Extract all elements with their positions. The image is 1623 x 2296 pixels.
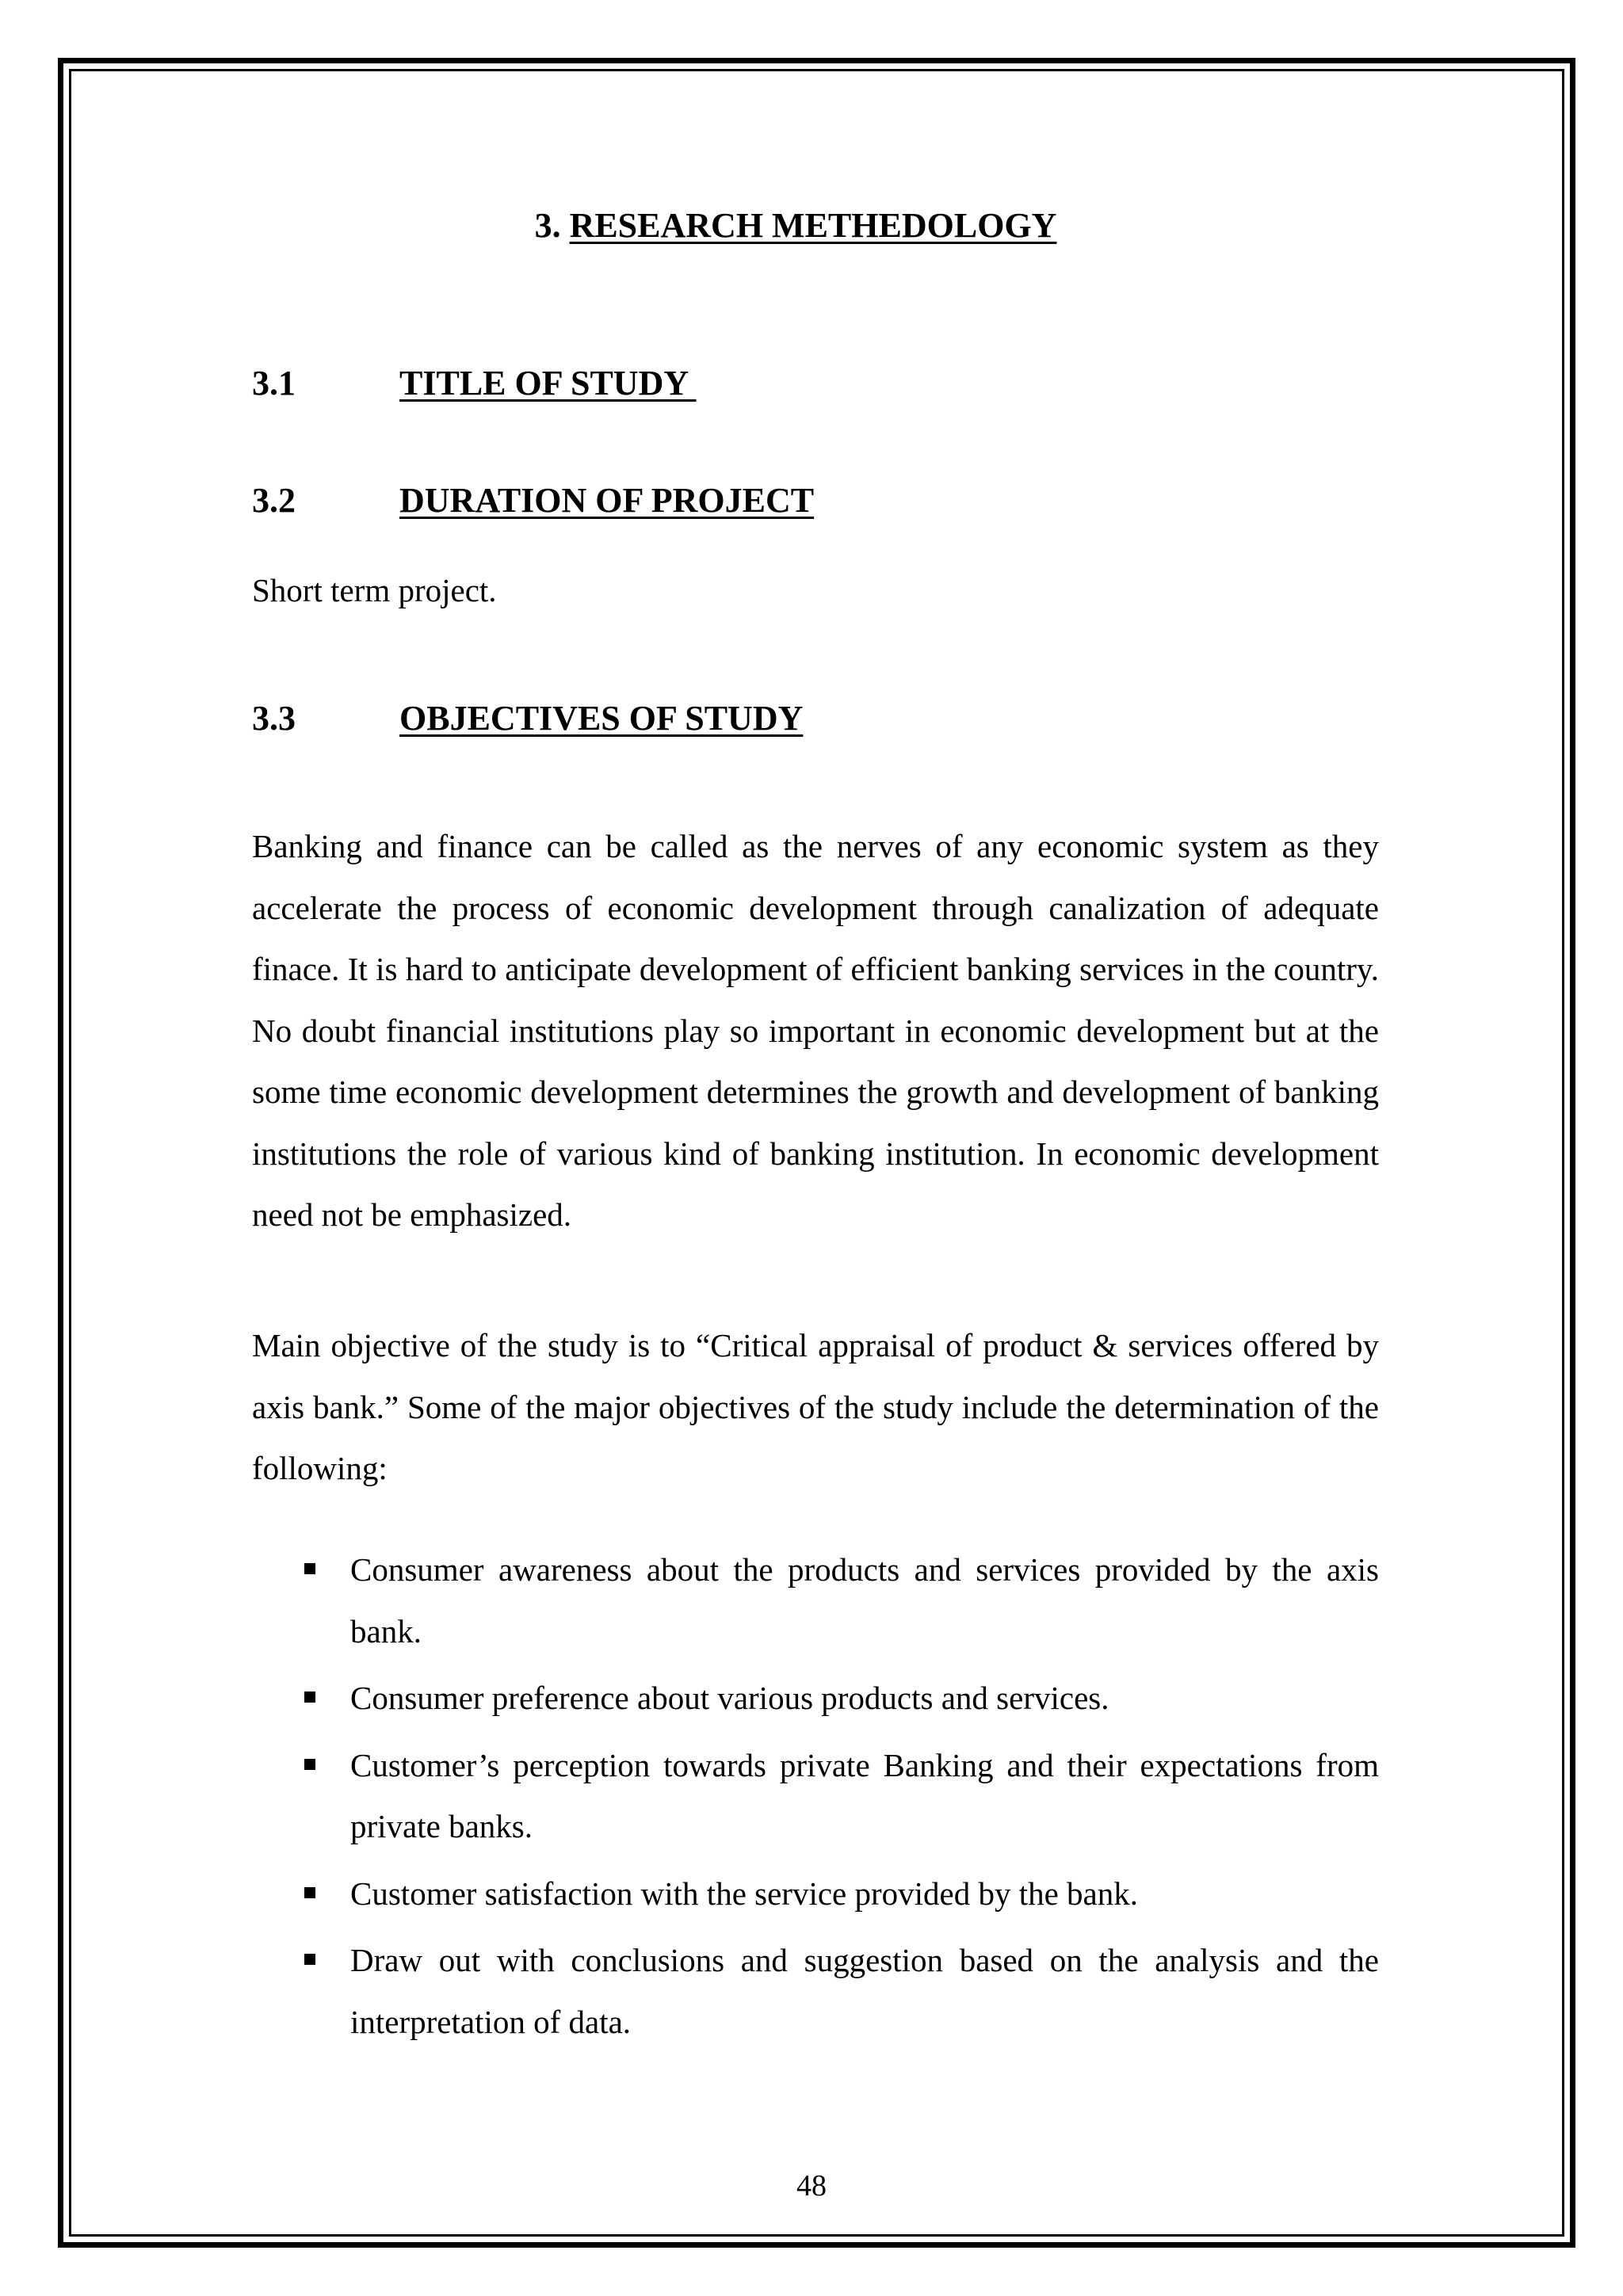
objectives-list — [252, 1539, 1379, 2058]
paragraph-main-objective: Main objective of the study is to “Critical appraisal of product & services offered by axis bank.” Some of the major objectives of the study include the determination of the following: — [252, 1327, 1379, 1486]
list-item-text: Draw out with conclusions and suggestion based on the analysis and the interpretation of data. — [350, 1942, 1379, 2040]
square-bullet-icon — [304, 1887, 315, 1898]
list-item — [252, 1539, 1379, 1662]
section-title: TITLE OF STUDY — [399, 364, 697, 402]
list-item-text: Customer’s perception towards private Banking and their expectations from private banks. — [350, 1746, 1379, 1844]
page-number: 48 — [796, 2169, 827, 2203]
list-item — [252, 1930, 1379, 2053]
section-title: DURATION OF PROJECT — [399, 481, 815, 520]
section-number: 3.3 — [252, 699, 296, 738]
section-number: 3.1 — [252, 364, 296, 402]
chapter-title — [252, 204, 1339, 247]
chapter-title-text: RESEARCH METHEDOLOGY — [569, 206, 1057, 245]
list-item — [252, 1668, 1379, 1730]
paragraph-banking-finance: Banking and finance can be called as the nerves of any economic system as they accelerate the process of economic development through canalization of adequate finace. It is hard to anticipate development of efficient banking services in the country. No doubt financial institutions play so important in economic development but at the some time economic development determines the growth and development of banking institutions the role of various kind of banking institution. In economic development need not be emphasized. — [252, 828, 1379, 1233]
section-heading-objectives-of-study — [252, 697, 1379, 740]
list-item — [252, 1863, 1379, 1925]
list-item-text: Customer satisfaction with the service provided by the bank. — [350, 1875, 1139, 1912]
square-bullet-icon — [304, 1954, 315, 1965]
list-item-text: Consumer preference about various products and services. — [350, 1680, 1109, 1716]
section-number: 3.2 — [252, 481, 296, 520]
list-item-text: Consumer awareness about the products and services provided by the axis bank. — [350, 1551, 1379, 1650]
square-bullet-icon — [304, 1759, 315, 1770]
section-heading-duration-of-project — [252, 479, 1379, 522]
list-item — [252, 1735, 1379, 1858]
square-bullet-icon — [304, 1563, 315, 1574]
duration-text: Short term project. — [252, 572, 497, 608]
square-bullet-icon — [304, 1691, 315, 1703]
chapter-number: 3. — [534, 206, 570, 245]
section-title: OBJECTIVES OF STUDY — [399, 699, 804, 738]
section-heading-title-of-study — [252, 362, 1379, 405]
